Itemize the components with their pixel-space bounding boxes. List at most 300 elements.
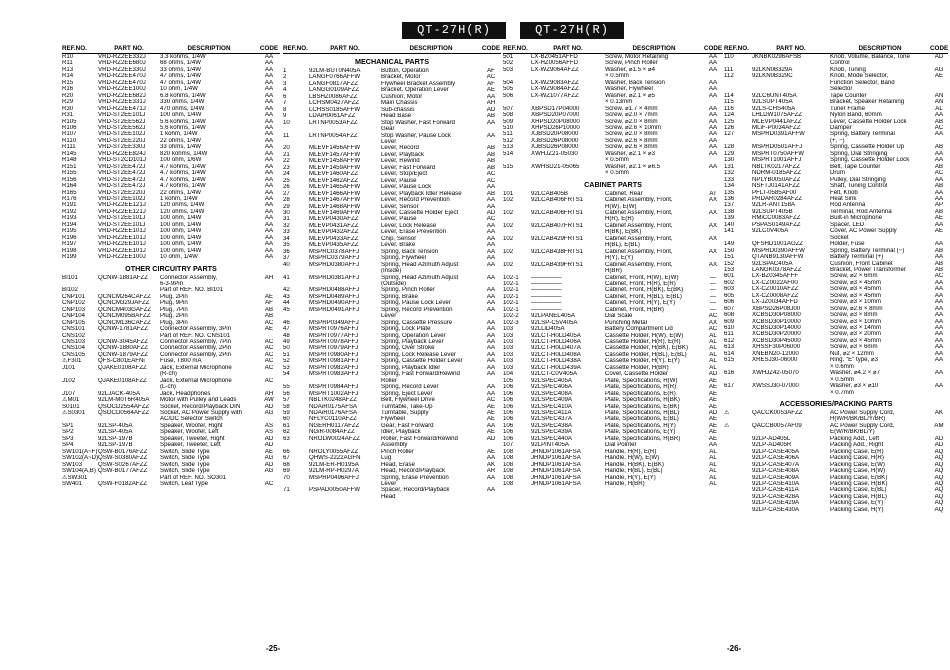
cell-code: AA — [264, 137, 274, 144]
cell-part: XCBSD30P08000 — [752, 312, 801, 319]
cell-part: 92LCT-H0LD406A — [531, 339, 581, 346]
cell-desc: AC/DC Selector Switch — [160, 416, 223, 423]
cell-part: QSW-B0176AFZZ — [98, 448, 148, 455]
cell-part: QCNW-1781AFZZ — [98, 326, 148, 333]
cell-part: LX-CZ0008AFZZ — [752, 292, 799, 299]
cell-ref: 602 — [724, 279, 735, 286]
cell-code: AB — [264, 306, 274, 313]
cell-desc: Spring, Lock Release Lever — [381, 351, 456, 358]
cell-desc: Packing Case, E(BK) — [830, 474, 888, 481]
cell-desc: Packing Case, H(BK) — [830, 481, 888, 487]
cell-code: AA — [934, 254, 944, 261]
cell-ref: R164 — [62, 183, 77, 190]
cell-desc: (L-ch) — [160, 384, 176, 391]
cell-code: AA — [934, 195, 944, 202]
cell-desc: H(Y), E(Y) — [605, 255, 634, 262]
cell-part: JHNDP1061AFSA — [531, 455, 581, 462]
cell-ref: 108 — [503, 455, 514, 462]
cell-desc: Screw, Pinch Roller — [605, 60, 658, 67]
cell-code: — — [709, 293, 717, 300]
cell-ref: J107 — [62, 390, 76, 397]
cell-ref: ⚠ — [724, 410, 730, 417]
cell-code: AH — [264, 274, 274, 281]
cell-desc: Washer, ⌀3 × ⌀10 — [830, 383, 879, 390]
cell-desc: 5.6 kohms, 1/4W — [160, 124, 206, 131]
cell-desc: Turntable, Supply — [381, 410, 429, 417]
cell-part: PFLT-0585AF00 — [752, 189, 797, 196]
cell-ref: 106 — [503, 429, 514, 436]
cell-code: AB — [934, 266, 944, 273]
cell-ref: 108 — [503, 481, 514, 487]
cell-ref: 106 — [503, 390, 514, 397]
cell-ref: R30 — [62, 105, 74, 112]
cell-desc: Cabinet Assembly, Front, — [605, 261, 673, 268]
cell-desc: Tape Counter — [830, 92, 867, 99]
cell-ref: 21 — [283, 151, 290, 158]
cell-ref: R11 — [62, 60, 73, 67]
cell-desc: Lever, Lock Release — [381, 222, 437, 229]
cell-code: AB — [486, 113, 496, 120]
cell-code: AE — [486, 416, 496, 423]
cell-desc: Socket — [830, 234, 849, 241]
header-code: CODE — [930, 45, 949, 52]
cell-code: AA — [486, 455, 496, 462]
cell-ref: 102 — [503, 248, 514, 255]
cell-part: LDAiH0061AFZZ — [309, 113, 356, 120]
cell-desc: Dial Scale — [605, 313, 633, 320]
cell-part: XWHJZ42-05070 — [752, 370, 799, 377]
cell-ref: 102-1 — [503, 287, 519, 294]
cell-part: JHNDP1061AFSA — [531, 448, 581, 455]
cell-code: AA — [486, 351, 496, 358]
cell-code: AC — [934, 124, 944, 131]
cell-desc: Screw, ⌀2.6 × 8mm — [830, 305, 883, 312]
cell-ref: 102-1 — [503, 300, 519, 307]
cell-ref: 140 — [724, 221, 735, 228]
page-number-right: -26- — [727, 644, 742, 653]
cell-desc: 22 ohms, 1/4W — [160, 189, 201, 196]
cell-ref: 50 — [283, 345, 290, 352]
cell-ref: 36 — [283, 248, 290, 255]
cell-desc: 10 ohm, 1/4W — [160, 86, 198, 93]
cell-ref: 43 — [283, 293, 290, 300]
cell-part: MSPRD0489AFFJ — [309, 293, 360, 300]
header-part: PART NO. — [114, 45, 144, 52]
cell-part: 92LP-CASE405A — [752, 448, 800, 455]
cell-code: AA — [264, 54, 274, 60]
cell-code: AQ — [934, 500, 944, 507]
cell-code: AA — [934, 157, 944, 164]
cell-ref: 69 — [283, 468, 290, 475]
cell-desc: Spring, Cassette Holder Lever — [381, 358, 463, 365]
cell-code: AR — [486, 468, 496, 475]
cell-code: AA — [264, 60, 274, 67]
header-desc: DESCRIPTION — [632, 45, 676, 52]
cell-code: AE — [486, 410, 496, 417]
cell-part: MSPRD0491AFFJ — [309, 306, 360, 313]
cell-code: AA — [486, 184, 496, 191]
cell-part — [531, 170, 605, 176]
cell-desc: Plate, Specifications, H(R) — [605, 384, 677, 391]
cell-desc: Connector Assembly, 2Pin — [160, 345, 232, 352]
cell-part: QACCK0053AFZZ — [752, 410, 803, 417]
section-heading: OTHER CIRCUITRY PARTS — [125, 263, 217, 273]
cell-code: AA — [708, 105, 718, 112]
cell-part: QCNCM136CAFZZ — [98, 319, 151, 326]
cell-part: MSPRT0977AFFJ — [309, 332, 359, 339]
cell-ref: 3 — [283, 80, 287, 87]
cell-code: AX — [708, 319, 718, 326]
cell-ref: 102-1 — [503, 306, 519, 313]
cell-code: AL — [709, 474, 717, 481]
section-heading: CABINET PARTS — [584, 179, 642, 189]
cell-ref: 605 — [724, 292, 735, 299]
cell-code: AA — [264, 215, 274, 222]
cell-ref: 110 — [724, 54, 734, 60]
cell-code: AE — [708, 397, 718, 404]
cell-desc: Knob, Mode Selector, — [830, 73, 889, 80]
cell-desc: Battery Terminal (+) — [830, 254, 884, 261]
cell-ref: R110 — [62, 137, 77, 144]
cell-code: AC — [486, 216, 496, 223]
cell-code: AA — [264, 112, 274, 119]
cell-ref: 127 — [724, 131, 735, 138]
cell-ref: R106 — [62, 124, 77, 131]
cell-ref: 102 — [503, 261, 514, 268]
cell-part: 92LCT-C0V405A — [531, 371, 578, 378]
cell-desc: Cabinet, Rear — [605, 190, 643, 197]
cell-desc: Lever, Playback Idler Release — [381, 190, 462, 197]
cell-part: VRD-RZ2EE121J — [98, 202, 146, 209]
cell-code: AA — [486, 474, 496, 481]
cell-desc: Spring, Head Azimuth Adjust — [381, 261, 459, 268]
cell-ref: 41 — [283, 274, 290, 281]
cell-part: MSPRD0490AFFJ — [309, 300, 360, 307]
cell-desc: Lever — [381, 481, 397, 487]
cell-desc: Turntable, Take-Up — [381, 403, 433, 410]
cell-code: AA — [934, 189, 944, 196]
cell-desc: Packing Case, E(Y) — [830, 500, 884, 507]
cell-ref: 33 — [283, 229, 290, 236]
cell-code: AE — [486, 87, 496, 94]
cell-ref: 132 — [724, 170, 735, 177]
cell-part: QFS-C801EAFNi — [98, 358, 145, 365]
cell-part: 92LSPEC438A — [531, 422, 572, 429]
cell-desc: 1 kohm, 1/4W — [160, 131, 198, 138]
cell-desc: Cabinet Assembly, Front, — [605, 248, 673, 255]
cell-code: AA — [708, 163, 718, 170]
cell-code: AL — [709, 339, 717, 346]
model-banner-left: QT-27H(R) — [402, 22, 506, 39]
cell-ref — [283, 494, 309, 500]
cell-code: AC — [486, 177, 496, 184]
cell-ref: R197 — [62, 241, 77, 248]
cell-part: LX-CZ0022AF00 — [752, 279, 798, 286]
cell-part: 92LSPEC409A — [531, 397, 572, 404]
cell-desc: Cabinet, Front, H(BK), E(BK) — [605, 287, 684, 294]
cell-ref: 30 — [283, 209, 290, 216]
header-code: CODE — [481, 45, 501, 52]
cell-ref: CNS104 — [62, 345, 86, 352]
cell-part: LX-BZ0451AFFD — [531, 54, 578, 60]
cell-desc: Motor with Pulley and Leads — [160, 397, 237, 404]
cell-ref: 612 — [724, 337, 735, 344]
cell-part: 92LSPEC411A — [531, 410, 572, 417]
cell-part: PSPAS0149AFZZ — [752, 221, 801, 228]
cell-desc: Spring, Brake — [381, 293, 418, 300]
cell-ref: CNP104 — [62, 313, 86, 320]
cell-part: QJAKE0108AFZZ — [98, 364, 147, 371]
cell-desc: AC Power Supply Cord, — [830, 422, 895, 429]
cell-code: AE — [934, 73, 944, 80]
cell-code: AA — [934, 221, 944, 228]
cell-desc: H(BL), E(BL) — [605, 242, 640, 249]
cell-part: LX-WZ9064AFZZ — [531, 66, 579, 73]
cell-part: XBPSD26P08J00 — [752, 305, 801, 312]
cell-code: AQ — [934, 448, 944, 455]
cell-part: 92LSPEC405A — [531, 377, 572, 384]
cell-ref: 104 — [503, 371, 514, 378]
cell-part: 92LSP-197B — [98, 442, 133, 449]
page-number-left: -25- — [266, 644, 281, 653]
cell-code — [930, 390, 948, 396]
cell-ref: 611 — [724, 331, 734, 338]
cell-code: AA — [934, 350, 944, 357]
cell-code: AD — [264, 435, 274, 442]
cell-desc: Gear — [381, 126, 395, 133]
cell-code: AA — [486, 422, 496, 429]
cell-part: MLEVF1468AFFW — [309, 203, 361, 210]
cell-code: AL — [709, 461, 717, 468]
cell-desc: Screw, ⌀2.0 × 8mm — [605, 131, 658, 138]
cell-desc: 4.7 kohms, 1/4W — [160, 176, 206, 183]
cell-part: VRD-ST2EE101J — [98, 215, 146, 222]
cell-ref: 2 — [283, 74, 287, 81]
cell-ref: 26 — [283, 184, 290, 191]
cell-code: AQ — [934, 455, 944, 462]
cell-part: 92LP-AD405L — [752, 435, 791, 442]
section-heading: ACCESSORIES/PACKING PARTS — [779, 399, 893, 409]
cell-ref: R16 — [62, 86, 74, 93]
cell-ref: ⚠ — [724, 422, 730, 429]
cell-code: AA — [264, 157, 274, 164]
cell-desc: Bracket, Power Transformer — [830, 266, 906, 273]
cell-code: AB — [934, 118, 944, 125]
cell-ref: 606 — [724, 299, 735, 306]
cell-code: — — [709, 274, 717, 281]
cell-ref: 45 — [283, 306, 290, 313]
cell-part: MSPRT0984AFFJ — [309, 384, 359, 391]
cell-code: AD — [708, 410, 718, 417]
cell-part: NSFTJ0141AFZZ — [752, 183, 800, 190]
cell-ref: 505 — [503, 86, 514, 93]
cell-part: LHLDW1075AFZZ — [752, 112, 803, 119]
cell-ref: 28 — [283, 197, 290, 204]
cell-code: AA — [264, 86, 274, 93]
cell-desc: 33 ohms, 1/4W — [160, 144, 201, 151]
cell-ref: R20 — [62, 92, 74, 99]
cell-ref: 29 — [283, 203, 290, 210]
cell-part: MSPRD0391AFFW — [752, 131, 805, 138]
cell-part: ————— — [531, 280, 562, 287]
cell-code: AD — [934, 435, 944, 442]
cell-code: AE — [264, 293, 274, 300]
cell-ref: 111 — [724, 66, 734, 73]
cell-part: 92LP-CASE407A — [752, 461, 800, 468]
cell-part: MLEVP0430AFZZ — [309, 216, 359, 223]
cell-part: MLEVP0432AFZZ — [309, 229, 359, 236]
cell-ref: R191 — [62, 202, 77, 209]
cell-ref: CNS102 — [62, 332, 86, 339]
cell-ref: 57 — [283, 397, 290, 404]
header-part: PART NO. — [776, 45, 806, 52]
cell-code: AQ — [934, 474, 944, 481]
cell-desc: 330 ohms, 1/4W — [160, 99, 205, 106]
cell-desc: 4.7 kohms, 1/4W — [160, 170, 206, 177]
cell-part: MSPRD0501AFFJ — [752, 144, 803, 151]
cell-part: QCNW-3045AFZZ — [98, 339, 148, 346]
cell-code: AA — [934, 150, 944, 157]
cell-ref: 66 — [283, 448, 290, 455]
cell-part: XCBSD30P45000 — [752, 337, 801, 344]
cell-ref: 101 — [503, 190, 514, 197]
cell-ref: 615 — [724, 357, 735, 364]
cell-code: AX — [708, 222, 718, 229]
header-ref: REF.NO. — [283, 45, 308, 52]
cell-code: AA — [264, 105, 274, 112]
cell-part: VRD-RZ2EE682J — [98, 92, 146, 99]
cell-ref: 601 — [724, 273, 735, 280]
cell-ref: R10 — [62, 54, 74, 60]
cell-part: MLEVF1460AFZZ — [309, 171, 359, 178]
cell-ref: 48 — [283, 332, 290, 339]
cell-part: LX-JZ0034AFFD — [752, 299, 798, 306]
cell-ref: R111 — [62, 144, 76, 151]
cell-code: AB — [934, 183, 944, 190]
cell-desc: Handle, H(R), E(R) — [605, 448, 657, 455]
cell-ref: 103 — [503, 364, 514, 371]
cell-part: 92LCT-H0LD438A — [531, 358, 581, 365]
cell-part: XJBSD20P08000 — [531, 131, 579, 138]
cell-desc: × 0.5mm — [830, 376, 854, 383]
cell-code: AA — [486, 203, 496, 210]
cell-desc: Lever, Playback — [381, 151, 425, 158]
cell-desc: 22 ohms, 1/4W — [160, 137, 201, 144]
cell-desc: Selector — [830, 86, 853, 93]
cell-part: LX-WZ9083AFZZ — [531, 79, 579, 86]
cell-part: 92LSPEC408A — [531, 390, 572, 397]
cell-part: VRD-RZ2EE121J — [98, 208, 146, 215]
cell-desc: Lever, Pause — [381, 177, 417, 184]
cell-code: AA — [264, 208, 274, 215]
cell-code: AC — [934, 170, 944, 177]
cell-desc: Plate, Specifications, E(BL) — [605, 416, 679, 423]
cell-desc: Packing Case, H(Y) — [830, 506, 884, 513]
cell-part: QCNCM095BAFZZ — [98, 313, 151, 320]
cell-part: ————— — [531, 300, 562, 307]
cell-code: AA — [264, 228, 274, 235]
cell-desc: Spring, Head Azimuth Adjust — [381, 274, 459, 281]
cell-part: NROLW0024AFZZ — [309, 435, 361, 442]
cell-code: AN — [934, 99, 944, 106]
cell-part: XJBSD26P08000 — [531, 144, 579, 151]
cell-desc: 100 ohm, 1/4W — [160, 215, 202, 222]
cell-desc: Spring, Cassette Pressure — [381, 319, 453, 326]
cell-code: AA — [486, 287, 496, 294]
cell-code: AD — [486, 106, 496, 113]
cell-code: AL — [709, 468, 717, 475]
cell-part: VRD-ST2EE330J — [98, 144, 146, 151]
cell-part: NBLTK0217AFZZ — [752, 163, 800, 170]
cell-code: AA — [708, 60, 718, 67]
cell-part: 92LCT-H0LD439A — [531, 364, 581, 371]
cell-desc: 100 ohm, 1/4W — [160, 247, 202, 254]
cell-code: AA — [934, 318, 944, 325]
cell-desc: Lever, Brake — [381, 242, 416, 249]
cell-desc: Washer, ⌀1.5 × ⌀4 — [605, 66, 655, 73]
cell-desc: Assembly — [381, 442, 408, 449]
cell-part: XCBSD30P10000 — [752, 318, 801, 325]
cell-desc: Lever, Pause — [381, 216, 417, 223]
cell-desc: Cushion, Front Cabinet — [830, 260, 893, 267]
cell-ref: CNS105 — [62, 351, 86, 358]
cell-desc: Shaft, Tuning Control — [830, 183, 888, 190]
cell-ref: J102 — [62, 377, 76, 384]
cell-part: 92LP-CASE430A — [752, 506, 800, 513]
cell-ref: R105 — [62, 118, 77, 125]
cell-code: AC — [264, 319, 274, 326]
cell-ref: 112 — [724, 73, 734, 80]
cell-code: AX — [708, 209, 718, 216]
cell-desc: 68 ohms, 1/4W — [160, 60, 201, 67]
cell-code: AC — [264, 351, 274, 358]
cell-ref: R155 — [62, 170, 77, 177]
cell-desc: Spacer, LED — [830, 221, 865, 228]
cell-desc: Lever, Pause Lock — [381, 184, 432, 191]
cell-desc: Head Base — [381, 113, 412, 120]
cell-ref: 108 — [503, 468, 514, 475]
cell-desc: Cabinet Assembly, Front, — [605, 222, 673, 229]
table-header — [724, 44, 948, 54]
cell-code: — — [709, 280, 717, 287]
cell-code: AE — [708, 435, 718, 442]
cell-code: AA — [708, 144, 718, 151]
cell-ref: 106 — [503, 416, 514, 423]
cell-part: MSPRP0349AFFJ — [309, 319, 359, 326]
cell-desc: Screw, ⌀2.6 × 8mm — [605, 144, 658, 151]
header-ref: REF.NO. — [724, 45, 749, 52]
cell-code: AE — [708, 384, 718, 391]
cell-desc: 100 ohm, 1/4W — [160, 112, 202, 119]
cell-desc: Spring, Cassette Holder Lock — [830, 157, 910, 164]
cell-desc: Spring, Lock Plate — [381, 326, 431, 333]
cell-code: AA — [934, 383, 944, 390]
cell-ref: 106 — [503, 384, 514, 391]
parts-column-4 — [724, 44, 948, 513]
cell-desc: Drum — [830, 170, 845, 177]
cell-ref: R151 — [62, 163, 77, 170]
cell-part: ————— — [531, 274, 562, 281]
cell-code: AA — [486, 319, 496, 326]
cell-ref: R14 — [62, 73, 74, 80]
cell-desc: Connector Assembly, 2Pin — [160, 351, 232, 358]
cell-code: AA — [264, 150, 274, 157]
cell-code: AA — [486, 255, 496, 262]
cell-desc: 47 ohms, 1/4W — [160, 79, 201, 86]
cell-code: AA — [934, 299, 944, 306]
cell-desc: Function Selector, Band — [830, 79, 895, 86]
cell-ref: 24 — [283, 171, 290, 178]
